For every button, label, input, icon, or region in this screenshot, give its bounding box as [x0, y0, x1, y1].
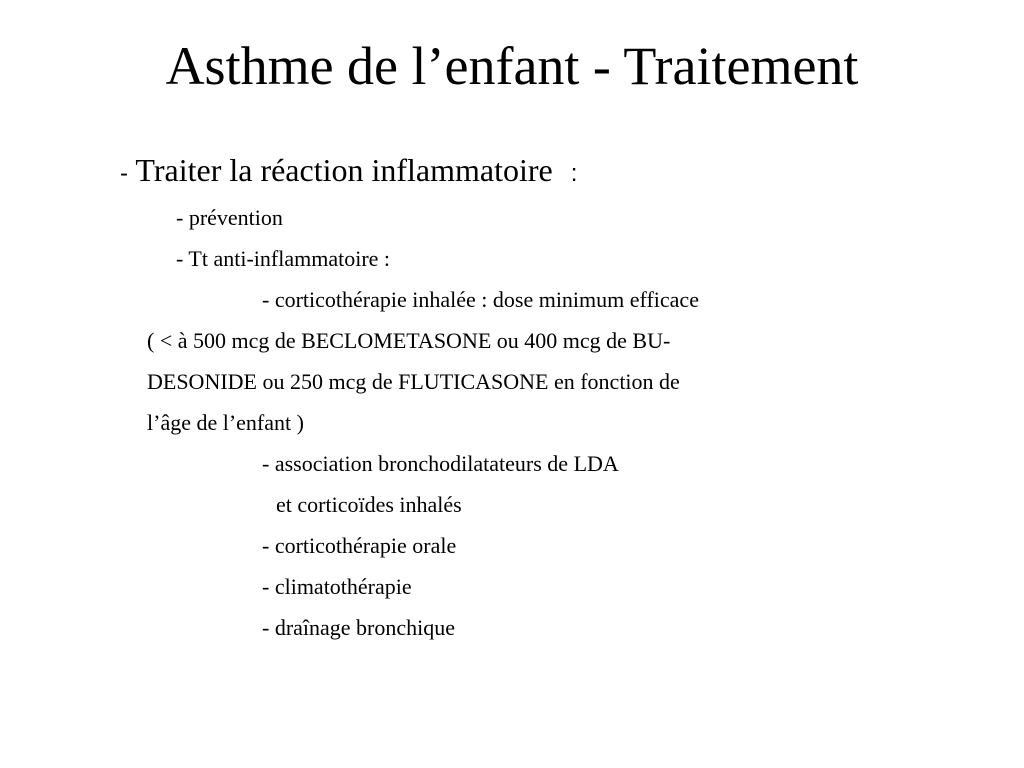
dosage-line-3: l’âge de l’enfant ) — [147, 410, 304, 435]
bullet-prevention: - prévention — [176, 205, 283, 230]
dosage-line-1: ( < à 500 mcg de BECLOMETASONE ou 400 mcg de BU- — [147, 328, 671, 353]
bullet-bronchial-drainage: - draînage bronchique — [262, 615, 456, 640]
bullet-anti-inflammatory: - Tt anti-inflammatoire : — [176, 246, 391, 271]
bullet-inhaled-corticotherapy: - corticothérapie inhalée : dose minimum efficace — [262, 287, 699, 312]
dosage-line-2: DESONIDE ou 250 mcg de FLUTICASONE en fonction de — [147, 369, 680, 394]
bullet-oral-corticotherapy: - corticothérapie orale — [262, 533, 457, 558]
heading-dash: - — [120, 160, 128, 187]
section-heading — [120, 150, 577, 194]
heading-colon: : — [570, 160, 578, 187]
heading-text: Traiter la réaction inflammatoire — [135, 152, 553, 188]
bullet-bronchodilator-association-continued: et corticoïdes inhalés — [276, 492, 462, 517]
bullet-bronchodilator-association: - association bronchodilatateurs de LDA — [262, 451, 619, 476]
bullet-climatotherapy: - climatothérapie — [262, 574, 412, 599]
slide-title: Asthme de l’enfant - Traitement — [165, 36, 859, 96]
